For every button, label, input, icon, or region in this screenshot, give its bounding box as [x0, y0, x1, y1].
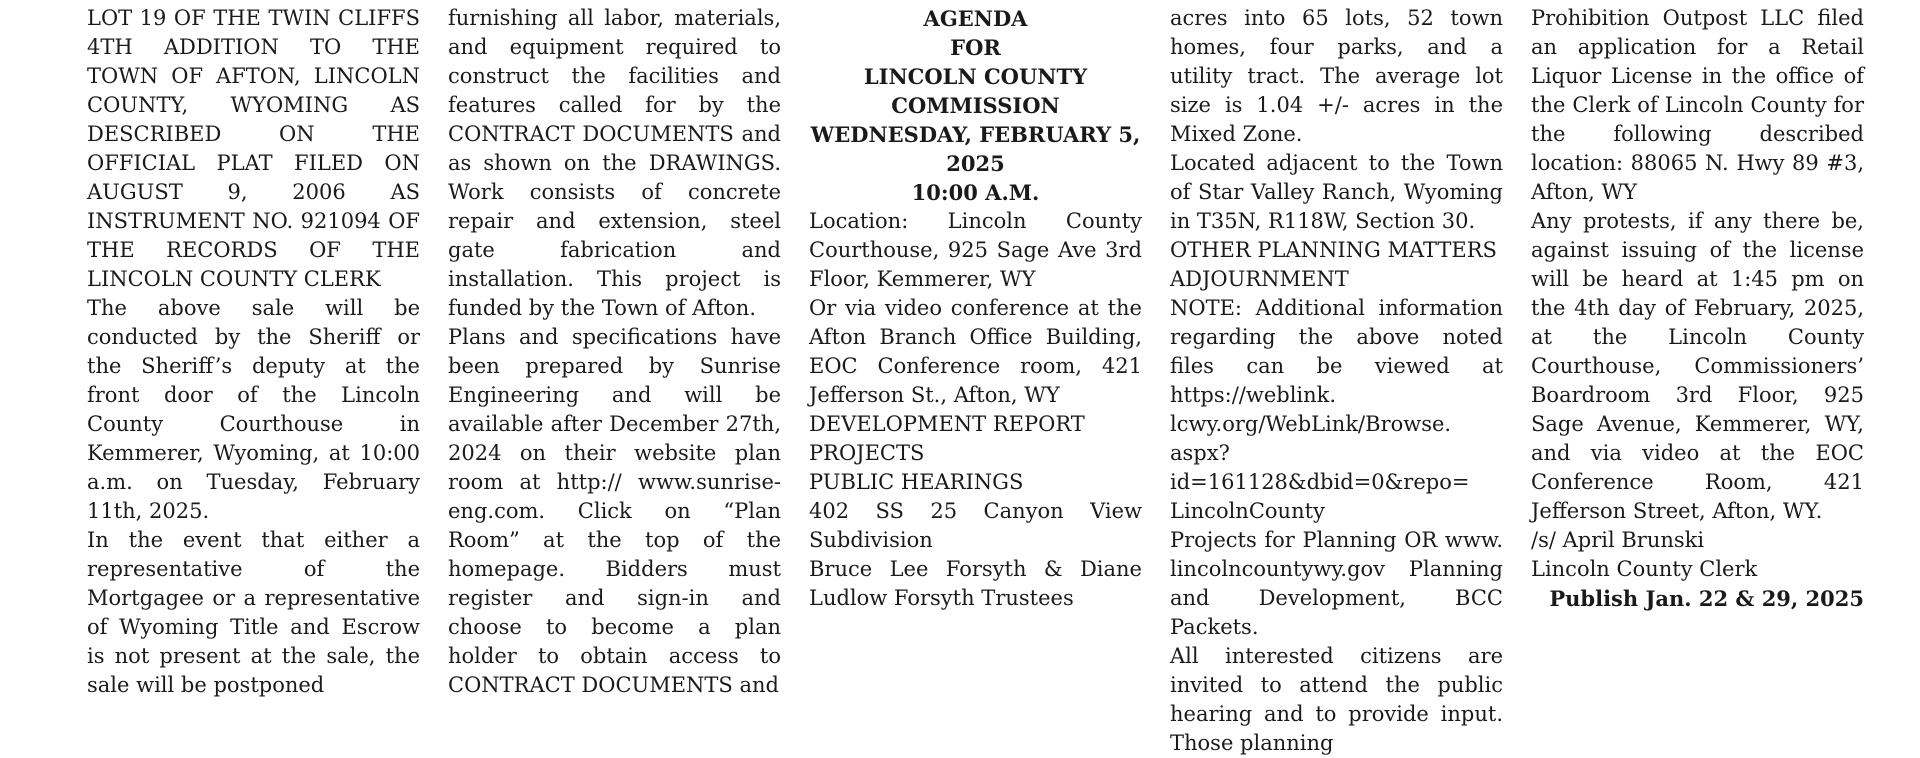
protest-paragraph: Any protests, if any there be, against issuing of the license will be heard at 1:45 pm on the 4th day of February, 2025, at the Lincoln County Courthouse, Commissioners’ Boardroom 3rd Floor, 925 Sage Avenue, Kemmerer, WY, and via video at the EOC Conference Room, 421 Jefferson Street, Afton, WY.: [1531, 209, 1864, 523]
plans-paragraph: Plans and specifications have been prepared by Sunrise Engineering and will be available after December 27th, 2024 on their website plan room at http:// www.sunrise-eng.com. Click on “Plan Room” at the top of the homepage. Bidders must register and sign-in and choose to become a plan holder to obtain access to CONTRACT DOCUMENTS and: [448, 325, 781, 697]
agenda-item: OTHER PLANNING MATTERS: [1170, 238, 1497, 262]
agenda-item: PUBLIC HEARINGS: [809, 470, 1024, 494]
heading-line: 10:00 A.M.: [911, 180, 1040, 205]
heading-line: WEDNESDAY, FEBRUARY 5,: [810, 122, 1141, 147]
applicant-item: Bruce Lee Forsyth & Diane Ludlow Forsyth Trustees: [809, 557, 1142, 610]
column-3: [809, 4, 1142, 613]
video-paragraph: Or via video conference at the Afton Branch Office Building, EOC Conference room, 421 Jefferson St., Afton, WY: [809, 296, 1142, 407]
sale-paragraph: The above sale will be conducted by the Sheriff or the Sheriff’s deputy at the front door of the Lincoln County Courthouse in Kemmerer, Wyoming, at 10:00 a.m. on Tuesday, February 11th, 2025.: [87, 296, 420, 523]
hearing-item: 402 SS 25 Canyon View Subdivision: [809, 499, 1142, 552]
projects-paragraph: Projects for Planning OR www. lincolncountywy.gov Planning and Development, BCC Packets.: [1170, 528, 1503, 639]
postponement-paragraph: In the event that either a representative of the Mortgagee or a representative of Wyoming Title and Escrow is not present at the sale, the sale will be postponed: [87, 528, 420, 697]
heading-line: COMMISSION: [891, 93, 1060, 118]
agenda-item: DEVELOPMENT REPORT: [809, 412, 1085, 436]
agenda-item: PROJECTS: [809, 441, 925, 465]
heading-line: 2025: [946, 151, 1005, 176]
signature-line: /s/ April Brunski: [1531, 528, 1705, 552]
agenda-heading: [809, 4, 1142, 207]
clerk-title: Lincoln County Clerk: [1531, 557, 1758, 581]
column-4: [1170, 4, 1503, 758]
agenda-item: ADJOURNMENT: [1170, 267, 1349, 291]
citizens-paragraph: All interested citizens are invited to attend the public hearing and to provide input. Those planning: [1170, 644, 1503, 755]
publish-dates: Publish Jan. 22 & 29, 2025: [1549, 586, 1864, 611]
heading-line: FOR: [950, 35, 1001, 60]
heading-line: LINCOLN COUNTY: [863, 64, 1088, 89]
location-paragraph: Location: Lincoln County Courthouse, 925 Sage Ave 3rd Floor, Kemmerer, WY: [809, 209, 1142, 291]
column-5: [1531, 4, 1864, 613]
note-paragraph: NOTE: Additional information regarding the above noted files can be viewed at https://weblink. lcwy.org/WebLink/Browse. aspx?id=161128&dbid=0&repo= LincolnCounty: [1170, 296, 1503, 523]
location-paragraph: Located adjacent to the Town of Star Valley Ranch, Wyoming in T35N, R118W, Section 30.: [1170, 151, 1503, 233]
column-1: [87, 4, 420, 700]
column-2: [448, 4, 781, 700]
liquor-application-paragraph: Prohibition Outpost LLC filed an application for a Retail Liquor License in the office of the Clerk of Lincoln County for the following described location: 88065 N. Hwy 89 #3, Afton, WY: [1531, 6, 1864, 204]
heading-line: AGENDA: [923, 6, 1028, 31]
bid-work-paragraph: furnishing all labor, materials, and equipment required to construct the facilities and features called for by the CONTRACT DOCUMENTS and as shown on the DRAWINGS. Work consists of concrete repair and extension, steel gate fabrication and installation. This project is funded by the Town of Afton.: [448, 6, 781, 320]
legal-description: LOT 19 OF THE TWIN CLIFFS 4TH ADDITION TO THE TOWN OF AFTON, LINCOLN COUNTY, WYOMING AS DESCRIBED ON THE OFFICIAL PLAT FILED ON AUGUST 9, 2006 AS INSTRUMENT NO. 921094 OF THE RECORDS OF THE LINCOLN COUNTY CLERK: [87, 6, 420, 291]
lots-paragraph: acres into 65 lots, 52 town homes, four parks, and a utility tract. The average lot size is 1.04 +/- acres in the Mixed Zone.: [1170, 6, 1503, 146]
